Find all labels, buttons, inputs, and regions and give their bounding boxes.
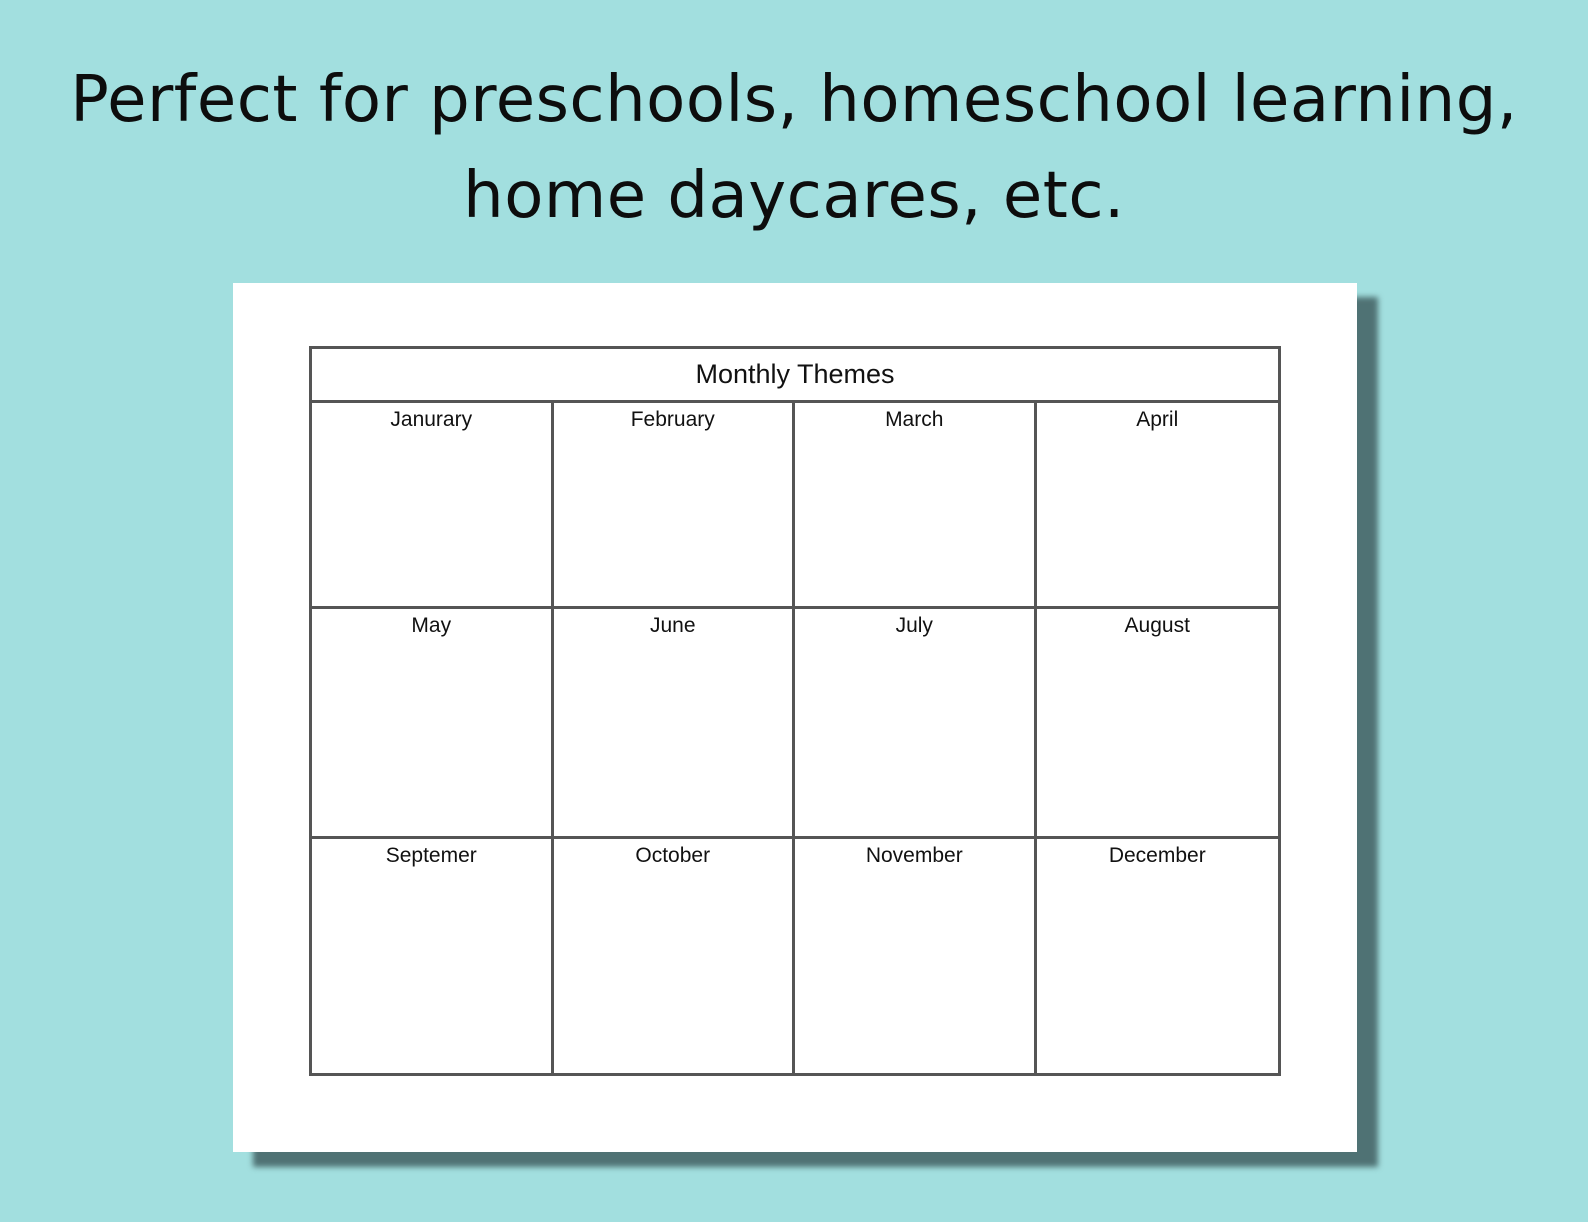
month-cell-february: February [554,403,796,609]
month-cell-january: Janurary [312,403,554,609]
month-cell-april: April [1037,403,1279,609]
headline-line-1: Perfect for preschools, homeschool learning, [70,63,1518,137]
month-cell-june: June [554,609,796,839]
month-cell-may: May [312,609,554,839]
month-cell-august: August [1037,609,1279,839]
month-cell-november: November [795,839,1037,1073]
table-title: Monthly Themes [312,349,1278,403]
month-cell-september: Septemer [312,839,554,1073]
month-cell-december: December [1108,844,1206,867]
month-cell-march: March [795,403,1037,609]
monthly-themes-table [309,346,1281,1076]
printable-page [233,283,1357,1152]
headline-line-2: home daycares, etc. [463,159,1125,233]
month-cell-october: October [554,839,796,1073]
month-cell-july: July [795,609,1037,839]
headline [0,52,1588,244]
